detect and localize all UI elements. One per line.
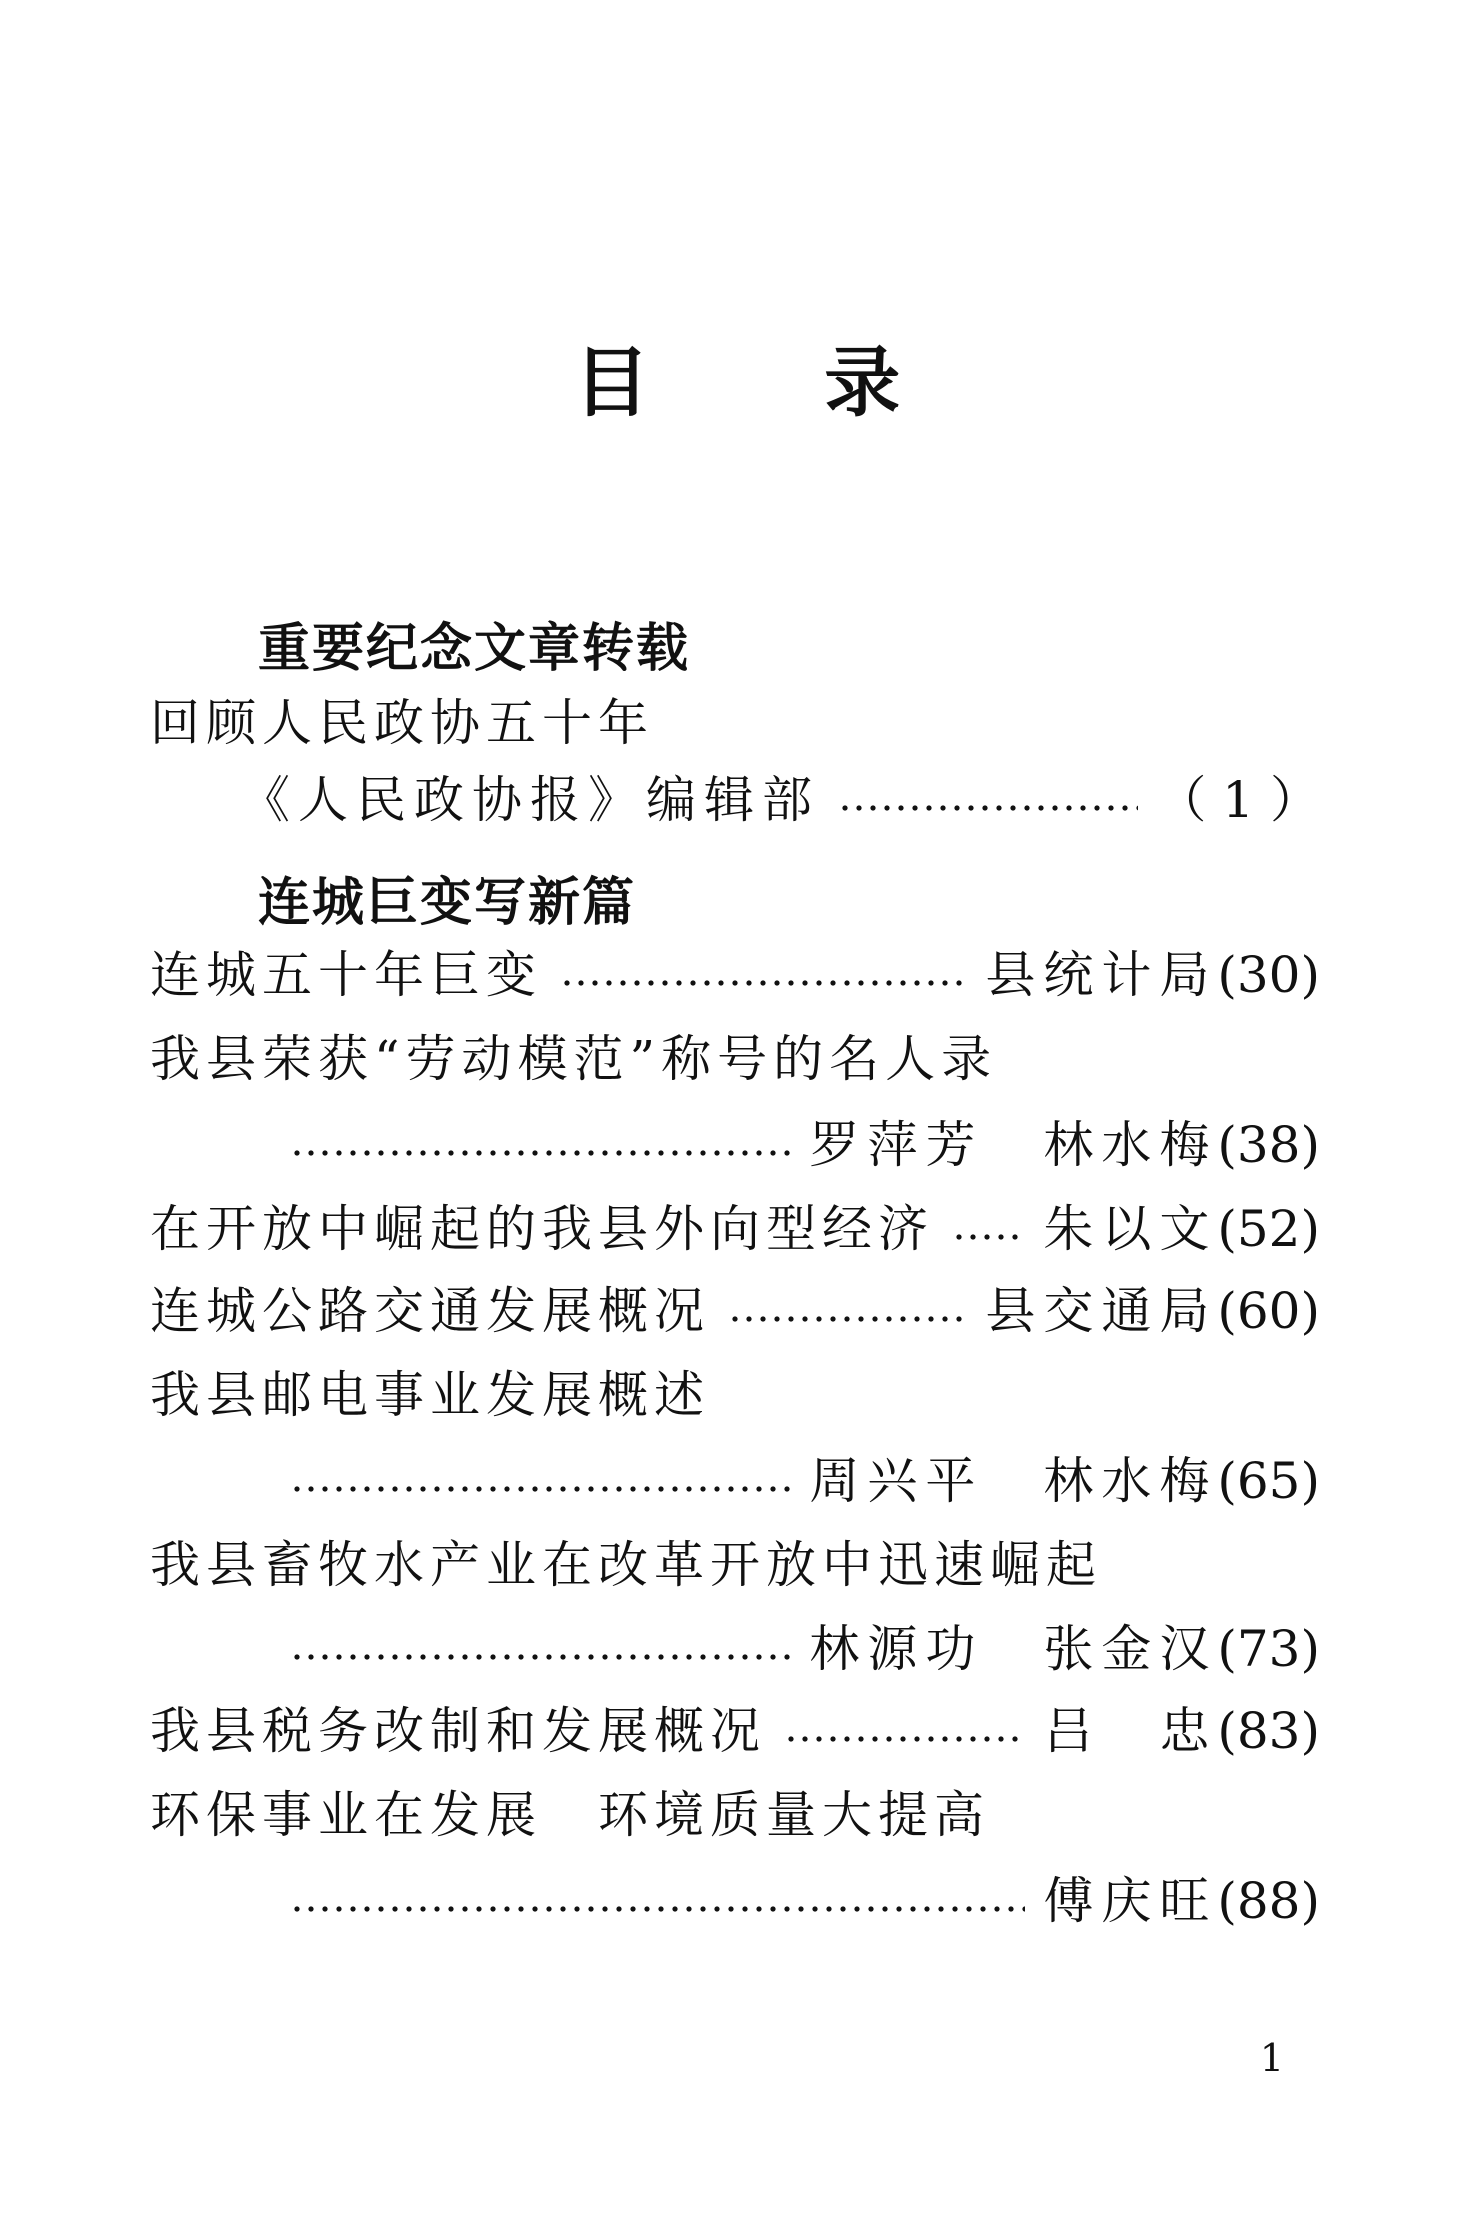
page-number: 1 [1259, 2036, 1284, 2080]
entry-author: 县交通局 [985, 1282, 1218, 1340]
entry-title: 连城五十年巨变 [150, 946, 542, 1004]
entry-page-ref: (73) [1217, 1620, 1320, 1678]
entry-title: 我县邮电事业发展概述 [150, 1366, 710, 1424]
leader-dots [784, 1696, 1025, 1766]
entry-page-ref: (38) [1217, 1116, 1320, 1174]
entry-author: 傅庆旺 [1043, 1872, 1218, 1930]
toc-entry-line [290, 1866, 1320, 1936]
toc-entry-title [150, 1780, 1320, 1850]
section-heading: 连城巨变写新篇 [258, 873, 637, 933]
entry-page-ref: (30) [1217, 946, 1320, 1004]
toc-entry-line [150, 1276, 1320, 1346]
entry-title: 环保事业在发展 环境质量大提高 [150, 1786, 990, 1844]
leader-dots [838, 765, 1138, 835]
toc-entry-line [290, 1110, 1320, 1180]
section-heading: 重要纪念文章转载 [258, 619, 691, 679]
toc-entry-title [150, 1360, 1320, 1430]
toc-entry-line [240, 765, 1320, 835]
entry-author: 罗萍芳 [809, 1116, 984, 1174]
entry-title: 我县税务改制和发展概况 [150, 1702, 766, 1760]
entry-author: 林水梅 [1043, 1116, 1218, 1174]
entry-page-ref: (88) [1217, 1872, 1320, 1930]
entry-author: 林源功 [809, 1620, 984, 1678]
entry-page-ref: (60) [1217, 1282, 1320, 1340]
entry-page-ref: （ 1 ） [1156, 771, 1320, 829]
toc-entry-title [150, 688, 1320, 758]
toc-entry-title [150, 1530, 1320, 1600]
entry-title: 连城公路交通发展概况 [150, 1282, 710, 1340]
entry-title: 我县畜牧水产业在改革开放中迅速崛起 [150, 1536, 1102, 1594]
leader-dots [290, 1110, 791, 1180]
toc-entry-line [150, 940, 1320, 1010]
entry-page-ref: (83) [1217, 1702, 1320, 1760]
entry-page-ref: (52) [1217, 1200, 1320, 1258]
entry-author: 周兴平 [809, 1452, 984, 1510]
leader-dots [728, 1276, 967, 1346]
toc-entry-line [150, 1696, 1320, 1766]
entry-title: 在开放中崛起的我县外向型经济 [150, 1200, 934, 1258]
toc-entry-line [150, 1194, 1320, 1264]
toc-entry-title [150, 1024, 1320, 1094]
entry-author: 吕 忠 [1043, 1702, 1218, 1760]
entry-author: 《人民政协报》编辑部 [240, 771, 820, 829]
toc-entry-line [290, 1614, 1320, 1684]
entry-title: 回顾人民政协五十年 [150, 694, 654, 752]
leader-dots [290, 1866, 1025, 1936]
entry-page-ref: (65) [1217, 1452, 1320, 1510]
page-title: 目 录 [573, 338, 975, 427]
leader-dots [290, 1614, 791, 1684]
toc-entry-line [290, 1446, 1320, 1516]
leader-dots [560, 940, 967, 1010]
entry-author: 县统计局 [985, 946, 1218, 1004]
leader-dots [952, 1194, 1025, 1264]
entry-title: 我县荣获“劳动模范”称号的名人录 [150, 1030, 998, 1088]
leader-dots [290, 1446, 791, 1516]
entry-author: 林水梅 [1043, 1452, 1218, 1510]
entry-author: 张金汉 [1043, 1620, 1218, 1678]
entry-author: 朱以文 [1043, 1200, 1218, 1258]
